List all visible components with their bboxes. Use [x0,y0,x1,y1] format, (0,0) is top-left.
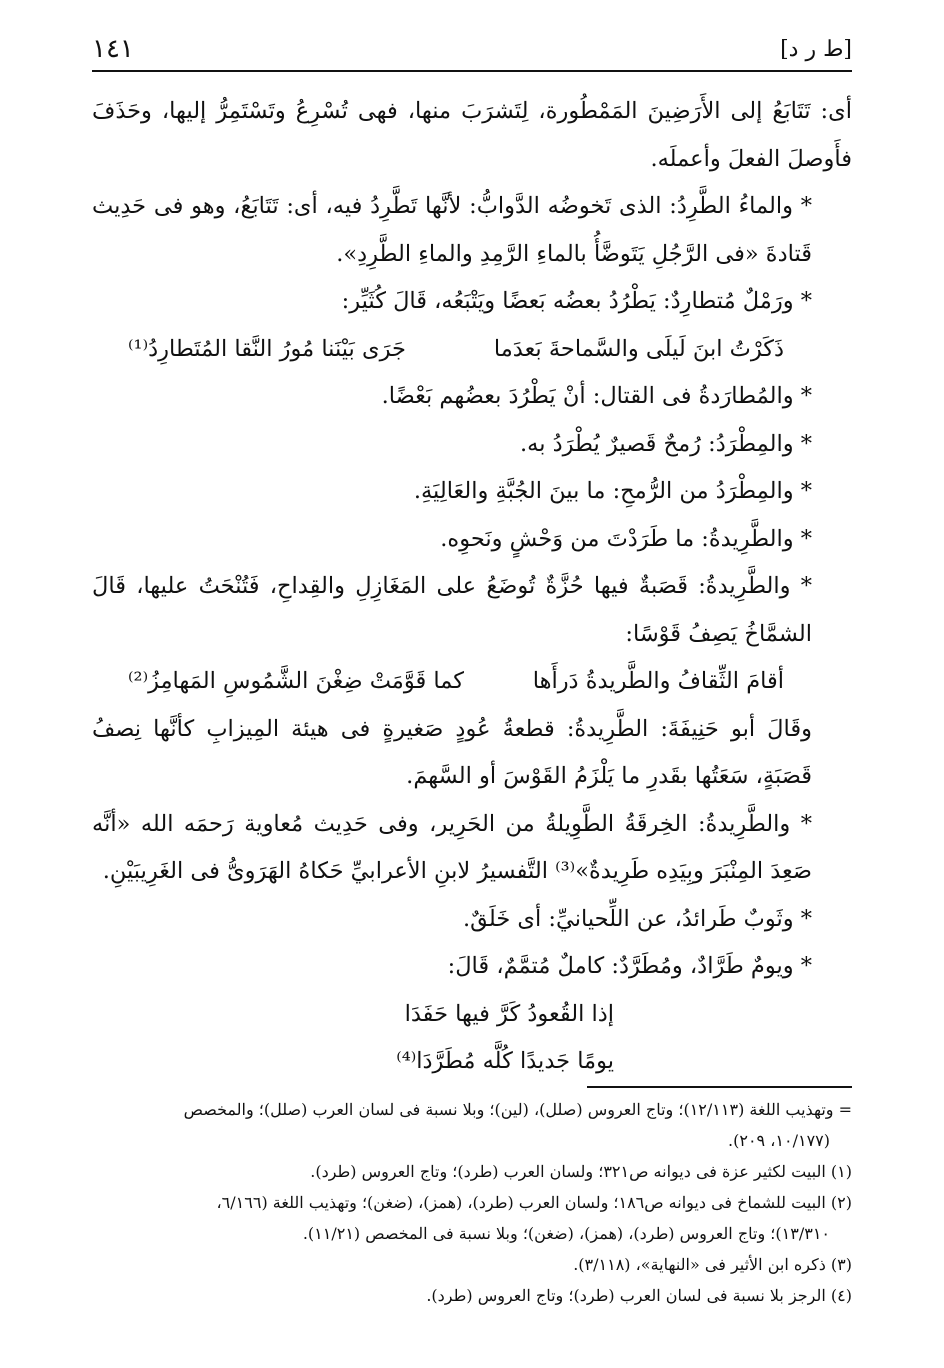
footnote: = وتهذيب اللغة (١٢/١١٣)؛ وتاج العروس (صلل)، (لين)؛ وبلا نسبة فى لسان العرب (صلل)؛ والمخصص [183,1100,852,1119]
footnote: (٤) الرجز بلا نسبة فى لسان العرب (طرد)؛ وتاج العروس (طرد). [426,1286,852,1305]
page-number: ١٤١ [92,34,134,64]
footnote-continuation: (١٠/١٧٧، ٢٠٩). [728,1131,830,1150]
paragraph: * والمُطارَدةُ فى القتال: أنْ يَطْرُدَ بعضُهم بَعْضًا. [381,383,812,409]
footnotes [92,1094,852,1311]
paragraph: * ورَمْلٌ مُتطارِدٌ: يَطْرُدُ بعضُه بَعضًا ويَتْبَعُه، قَالَ كُثَيِّر: [341,288,812,314]
verse-hemistich-second: جَرَى بَيْنَنا مُورُ النَّقا المُتَطارِدُ⁽¹⁾ [128,335,406,362]
paragraph: * والماءُ الطَّرِدُ: الذى تَخوضُه الدَّوابُّ: لأنَّها تَطَّرِدُ فيه، أى: تَتَابَعُ، وهو فى حَدِيث قَتادةَ «فى الرَّجُلِ يَتَوضَّأُ بالماءِ الرَّمِدِ والماءِ الطَّرِدِ». [92,193,812,267]
footnote-separator [587,1086,852,1088]
verse-line [92,658,852,706]
paragraph: * والطَّرِيدةُ: الخِرقَةُ الطَّوِيلةُ من الحَرِير، وفى حَدِيث مُعاوية رَحمَه الله «أنَّه صَعِدَ المِنْبَرَ وبِيَدِه طَرِيدةٌ»⁽³⁾ التَّفسيرُ لابنِ الأعرابيِّ حَكاهُ الهَرَوىُّ فى الغَرِيبَيْنِ. [92,810,812,884]
rajaz-line: يومًا جَديدًا كُلَّه مُطَرَّدَا⁽⁴⁾ [396,1048,614,1074]
paragraph: * والطَّرِيدةُ: ما طَرَدْتَ من وَحْشٍ ونَحوِه. [440,525,812,552]
footnote: (٣) ذكره ابن الأثير فى «النهاية»، (٣/١١٨). [573,1255,852,1274]
paragraph: * والمِطْرَدُ: رُمحٌ قَصيرٌ يُطْرَدُ به. [519,430,812,457]
root-label: [ط ر د] [780,36,852,62]
verse-hemistich-second: كما قَوَّمَتْ ضِغْنَ الشَّمُوسِ المَهامِزُ⁽²⁾ [128,668,464,694]
paragraph: أى: تَتَابَعُ إلى الأَرَضِينَ المَمْطُورة، لِتَشرَبَ منها، فهى تُسْرِعُ وتَسْتَمِرُّ إليها، وحَذَفَ فأَوصلَ الفعلَ وأعملَه. [92,98,852,172]
verse-line [92,326,852,374]
footnote: (١) البيت لكثير عزة فى ديوانه ص٣٢١؛ ولسان العرب (طرد)؛ وتاج العروس (طرد). [310,1162,852,1181]
footnote: (٢) البيت للشماخ فى ديوانه ص١٨٦؛ ولسان العرب (طرد)، (همز)، (ضغن)؛ وتهذيب اللغة (٦/١٦٦، [216,1193,852,1212]
verse-hemistich-first: ذَكَرْتُ ابنَ لَيلَى والسَّماحةَ بَعدَما [493,335,784,362]
paragraph: * والمِطْرَدُ من الرُّمحِ: ما بينَ الجُبَّةِ والعَالِيَةِ. [413,478,812,504]
paragraph: * والطَّرِيدةُ: قَصَبةٌ فيها حُزَّةٌ تُوضَعُ على المَغَازِلِ والقِداحِ، فَتُنْحَتُ عليها، قَالَ الشمَّاخُ يَصِفُ قَوْسًا: [92,573,812,647]
page-header [92,28,852,72]
verse-hemistich-first: أقامَ الثِّقافُ والطَّريدةُ دَرأَها [532,668,784,694]
paragraph: وقَالَ أبو حَنِيفَةَ: الطَّرِيدةُ: قطعةُ عُودٍ صَغيرةٍ فى هيئة المِيزابِ كأنَّها نِصفُ قَصَبَةٍ، سَعَتُها بقَدرِ ما يَلْزَمُ القَوْسَ أو السَّهمَ. [92,715,812,789]
rajaz-line: إذا القُعودُ كَرَّ فيها حَفَدَا [404,1000,614,1027]
paragraph: * ويومٌ طَرَّادٌ، ومُطَرَّدٌ: كاملٌ مُتمَّمٌ، قَالَ: [447,953,812,979]
main-text [92,88,852,1086]
footnote-continuation: ١٣/٣١٠)؛ وتاج العروس (طرد)، (همز)، (ضغن)؛ وبلا نسبة فى المخصص (١١/٢١). [302,1224,830,1243]
paragraph: * وثَوبٌ طَرائدُ، عن اللِّحيانيِّ: أى خَلَقٌ. [462,905,812,932]
